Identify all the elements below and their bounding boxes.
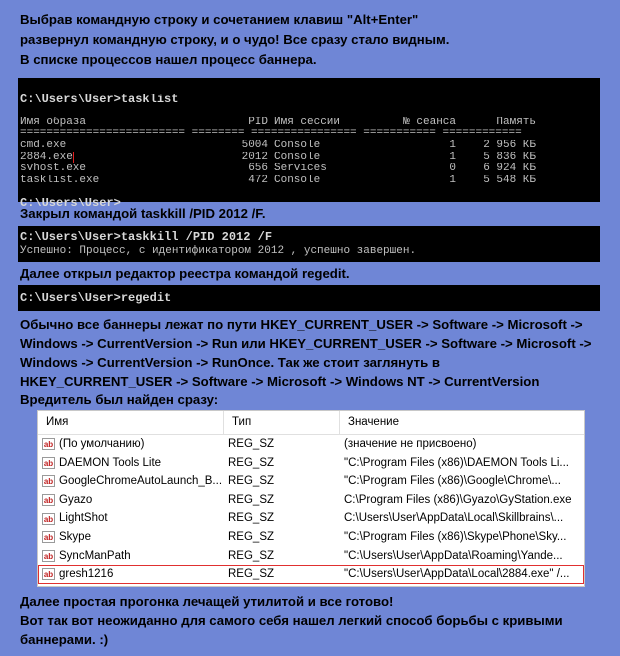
caption-outro-3: баннерами. :) — [20, 632, 109, 647]
banner-process-name: 2884.exe — [20, 151, 73, 163]
process-memory: 6 924 КБ — [483, 163, 536, 175]
registry-value-name: gresh1216 — [59, 568, 114, 581]
process-session-num: 1 — [449, 139, 456, 151]
registry-row-malicious[interactable] — [38, 565, 584, 584]
caption-paths-4: HKEY_CURRENT_USER -> Software -> Microsoft -> Windows NT -> CurrentVersion — [20, 374, 540, 389]
registry-value-data: (значение не присвоено) — [344, 438, 477, 450]
caption-outro-1: Далее простая прогонка лечащей утилитой и все готово! — [20, 594, 394, 609]
tasklist-separator: ========================= ======== ================ =========== ============ — [20, 128, 522, 140]
process-name: tasklist.exe — [20, 174, 100, 186]
registry-header — [38, 411, 584, 435]
process-row — [20, 163, 598, 175]
process-row-banner — [20, 152, 598, 164]
caption-outro-2: Вот так вот неожиданно для самого себя нашел легкий способ борьбы с кривыми — [20, 613, 563, 628]
string-value-icon: ab — [43, 551, 54, 561]
taskkill-console — [18, 226, 600, 262]
registry-value-type: REG_SZ — [228, 549, 275, 562]
tasklist-command: C:\Users\User>tasklist — [20, 93, 179, 106]
process-row — [20, 140, 598, 152]
column-header-value[interactable]: Значение — [348, 416, 399, 428]
process-session: Services — [274, 163, 327, 175]
registry-value-data: "C:\Program Files (x86)\Google\Chrome\... — [344, 475, 561, 488]
col-session-num: № сеанса — [403, 116, 456, 128]
registry-row[interactable] — [38, 528, 584, 547]
process-memory: 5 548 КБ — [483, 174, 536, 186]
col-image-name: Имя образа — [20, 116, 87, 128]
process-session-num: 1 — [449, 174, 456, 186]
string-value-icon: ab — [43, 514, 54, 524]
registry-value-type: REG_SZ — [228, 512, 275, 525]
col-pid: PID — [248, 116, 268, 128]
string-value-icon: ab — [43, 458, 54, 468]
process-session-num: 0 — [449, 163, 456, 175]
process-session-num: 1 — [449, 151, 456, 163]
registry-value-name: GoogleChromeAutoLaunch_B... — [59, 475, 223, 488]
registry-value-name: LightShot — [59, 512, 108, 525]
tasklist-header — [20, 117, 598, 129]
registry-value-data: "C:\Users\User\AppData\Local\2884.exe" /... — [344, 568, 570, 581]
registry-row[interactable] — [38, 435, 584, 454]
registry-value-data: "C:\Program Files (x86)\Skype\Phone\Sky... — [344, 530, 567, 543]
process-memory: 2 956 КБ — [483, 139, 536, 151]
caption-intro-3: В списке процессов нашел процесс баннера. — [20, 52, 317, 67]
registry-value-data: C:\Program Files (x86)\Gyazo\GyStation.exe — [344, 493, 572, 506]
string-value-icon: ab — [43, 570, 54, 580]
process-session: Console — [274, 174, 321, 186]
registry-value-type: REG_SZ — [228, 568, 275, 581]
registry-values-list — [37, 410, 585, 587]
taskkill-result: Успешно: Процесс, с идентификатором 2012 , успешно завершен. — [20, 245, 417, 257]
registry-value-type: REG_SZ — [228, 456, 275, 469]
caption-intro-1: Выбрав командную строку и сочетанием клавиш "Alt+Enter" — [20, 12, 419, 27]
string-value-icon: ab — [43, 533, 54, 543]
caption-found: Вредитель был найден сразу: — [20, 392, 219, 407]
process-name: cmd.exe — [20, 139, 67, 151]
process-pid: 656 — [248, 163, 268, 175]
registry-value-name: (По умолчанию) — [59, 438, 145, 450]
caption-kill: Закрыл командой taskkill /PID 2012 /F. — [20, 206, 266, 221]
console-blank-line — [20, 105, 598, 117]
registry-value-type: REG_SZ — [228, 493, 275, 506]
caption-regedit: Далее открыл редактор реестра командой regedit. — [20, 266, 350, 281]
process-row — [20, 175, 598, 187]
registry-value-name: SyncManPath — [59, 549, 131, 562]
console-end-prompt: C:\Users\User> — [20, 197, 121, 210]
console-blank-line — [20, 186, 598, 198]
string-value-icon: ab — [43, 440, 54, 450]
caption-paths-1: Обычно все баннеры лежат по пути HKEY_CURRENT_USER -> Software -> Microsoft -> — [20, 317, 583, 332]
taskkill-command: C:\Users\User>taskkill /PID 2012 /F — [20, 230, 273, 244]
process-session: Console — [274, 139, 321, 151]
registry-value-type: REG_SZ — [228, 438, 275, 450]
col-memory: Память — [496, 116, 536, 128]
registry-value-type: REG_SZ — [228, 530, 275, 543]
string-value-icon: ab — [43, 477, 54, 487]
tasklist-console — [18, 78, 600, 210]
column-header-type[interactable]: Тип — [224, 411, 340, 434]
string-value-icon: ab — [43, 496, 54, 506]
process-name: svhost.exe — [20, 163, 87, 175]
registry-row[interactable] — [38, 509, 584, 528]
process-pid: 5004 — [241, 139, 268, 151]
registry-row[interactable] — [38, 472, 584, 491]
registry-value-name: Gyazo — [59, 493, 93, 506]
regedit-command: C:\Users\User>regedit — [20, 291, 172, 305]
regedit-console — [18, 285, 600, 311]
registry-value-name: DAEMON Tools Lite — [59, 456, 162, 469]
registry-row[interactable] — [38, 491, 584, 510]
process-memory: 5 836 КБ — [483, 151, 536, 163]
col-session-name: Имя сессии — [274, 116, 341, 128]
banner-process-pid: 2012 — [241, 151, 268, 163]
registry-row[interactable] — [38, 454, 584, 473]
registry-value-name: Skype — [59, 530, 91, 543]
process-pid: 472 — [248, 174, 268, 186]
column-header-name[interactable]: Имя — [38, 411, 224, 434]
caption-paths-3: Windows -> CurrentVersion -> RunOnce. Так же стоит заглянуть в — [20, 355, 440, 370]
registry-row[interactable] — [38, 547, 584, 566]
registry-value-data: C:\Users\User\AppData\Local\Skillbrains\... — [344, 512, 564, 525]
registry-value-data: "C:\Program Files (x86)\DAEMON Tools Li... — [344, 456, 569, 469]
registry-value-data: "C:\Users\User\AppData\Roaming\Yande... — [344, 549, 563, 562]
caption-intro-2: развернул командную строку, и о чудо! Все сразу стало видным. — [20, 32, 450, 47]
caption-paths-2: Windows -> CurrentVersion -> Run или HKEY_CURRENT_USER -> Software -> Microsoft -> — [20, 336, 592, 351]
registry-value-type: REG_SZ — [228, 475, 275, 488]
process-session: Console — [274, 151, 321, 163]
console-blank-line — [20, 82, 598, 94]
